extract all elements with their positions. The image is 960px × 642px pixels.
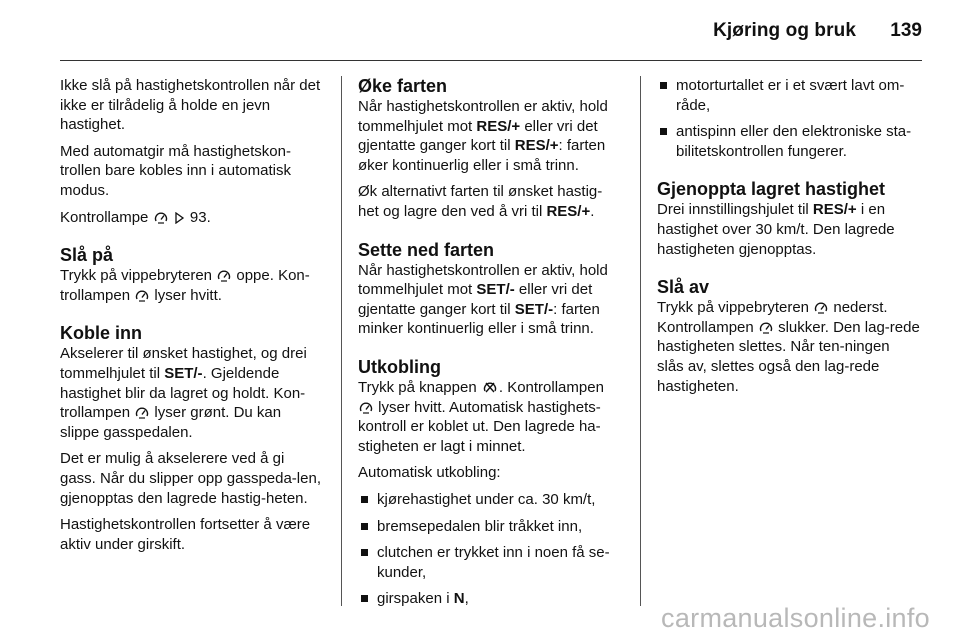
paragraph: Når hastighetskontrollen er aktiv, hold tommelhjulet mot RES/+ eller vri det gjentatte ganger kort til RES/+: farten øker kontinuerlig eller i små trinn. [358, 98, 608, 174]
cruise-control-icon [135, 289, 149, 302]
list-item: girspaken i N, [358, 589, 621, 609]
column-middle [358, 76, 621, 616]
paragraph: Drei innstillingshjulet til RES/+ i en hastighet over 30 km/t. Den lagrede hastigheten gjenopptas. [657, 201, 895, 258]
section-title: Kjøring og bruk [713, 20, 856, 41]
paragraph: Akselerer til ønsket hastighet, og drei tommelhjulet til SET/-. Gjeldende hastighet blir da lagret og holdt. Kon-trollampen lyser grønt. Du kan slippe gasspedalen. [60, 345, 307, 441]
heading-koble-inn: Koble inn [60, 323, 142, 344]
heading-sette-ned-farten: Sette ned farten [358, 239, 495, 260]
page-header [0, 0, 960, 60]
cruise-control-icon [135, 406, 149, 419]
paragraph: Hastighetskontrollen fortsetter å være aktiv under girskift. [60, 516, 311, 553]
paragraph: Det er mulig å akselerere ved å gi gass. Når du slipper opp gasspeda-len, gjenopptas den lagrede hastig-heten. [60, 450, 321, 507]
column-divider [640, 76, 641, 606]
heading-slaa-paa: Slå på [60, 245, 114, 266]
heading-gjenoppta: Gjenoppta lagret hastighet [657, 179, 886, 200]
bullet-square-icon [361, 595, 368, 602]
cruise-cancel-icon [482, 381, 498, 394]
list-item: motorturtallet er i et svært lavt om-råde, [657, 76, 920, 115]
paragraph: Automatisk utkobling: [358, 464, 501, 482]
paragraph-control-lamp: Kontrollampe 93. [60, 208, 211, 226]
list-item: kjørehastighet under ca. 30 km/t, [358, 490, 621, 510]
bullet-square-icon [660, 128, 667, 135]
column-left [60, 76, 323, 561]
list-item: bremsepedalen blir tråkket inn, [358, 517, 621, 537]
heading-utkobling: Utkobling [358, 356, 441, 377]
cruise-control-icon [217, 269, 231, 282]
page-reference-arrow-icon [174, 212, 185, 224]
bullet-square-icon [361, 496, 368, 503]
cruise-control-icon [359, 401, 373, 414]
paragraph: Trykk på vippebryteren nederst. Kontrollampen slukker. Den lag-rede hastigheten slettes. Når ten-ningen slås av, slettes også den lag-rede hastigheten. [657, 299, 920, 395]
paragraph: Øk alternativt farten til ønsket hastig-het og lagre den ved å vri til RES/+. [358, 183, 603, 220]
paragraph: Ikke slå på hastighetskontrollen når det ikke er tilrådelig å holde en jevn hastighet. [60, 77, 321, 134]
column-divider [341, 76, 342, 606]
column-right [657, 76, 920, 403]
bullet-list [358, 490, 621, 609]
cruise-control-icon [814, 301, 828, 314]
list-item: antispinn eller den elektroniske sta-bilitetskontrollen fungerer. [657, 122, 920, 161]
heading-slaa-av: Slå av [657, 277, 710, 298]
bullet-square-icon [361, 523, 368, 530]
paragraph: Trykk på vippebryteren oppe. Kon-trollampen lyser hvitt. [60, 267, 310, 304]
bullet-square-icon [361, 549, 368, 556]
header-rule [60, 60, 922, 61]
paragraph: Med automatgir må hastighetskon-trollen bare kobles inn i automatisk modus. [60, 142, 291, 199]
paragraph: Når hastighetskontrollen er aktiv, hold tommelhjulet mot SET/- eller vri det gjentatte ganger kort til SET/-: farten minker kontinuerlig eller i små trinn. [358, 261, 608, 338]
cruise-control-icon [154, 211, 168, 224]
paragraph: Trykk på knappen . Kontrollampen lyser hvitt. Automatisk hastighets-kontroll er koblet ut. Den lagrede ha-stigheten er lagt i minnet. [358, 378, 604, 455]
page-number: 139 [890, 20, 922, 41]
heading-oke-farten: Øke farten [358, 76, 448, 96]
bullet-square-icon [660, 82, 667, 89]
cruise-control-icon [759, 321, 773, 334]
bullet-list [657, 76, 920, 161]
list-item: clutchen er trykket inn i noen få se-kunder, [358, 543, 621, 582]
watermark: carmanualsonline.info [661, 603, 930, 633]
